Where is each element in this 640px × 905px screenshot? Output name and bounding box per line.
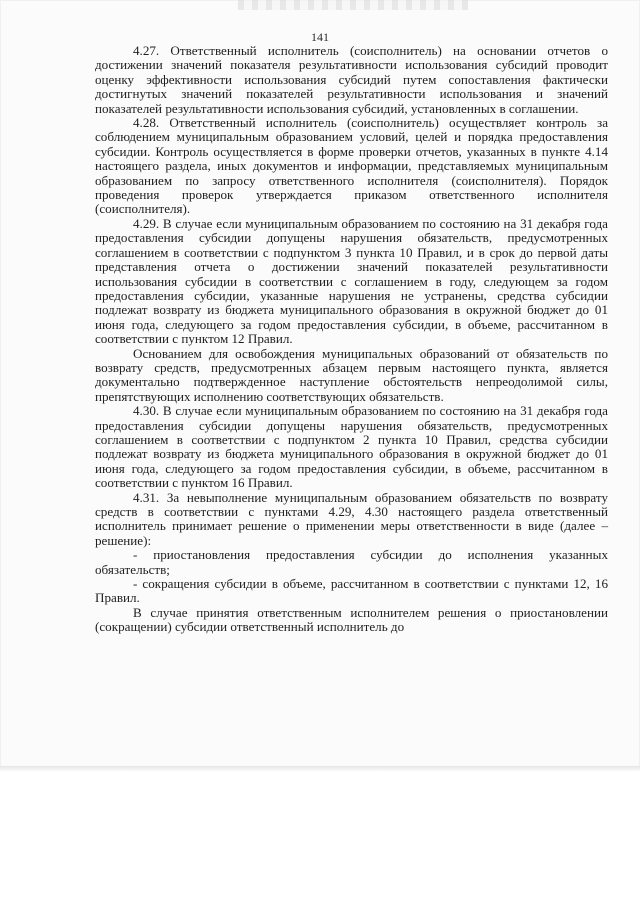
document-body (95, 44, 608, 635)
paragraph-4-31: 4.31. За невыполнение муниципальным образованием обязательств по возврату средств в соответствии с пунктами 4.29, 4.30 настоящего раздела ответственный исполнитель принимает решение о применении меры ответственности в виде (далее – решение): (95, 489, 608, 548)
paragraph-4-29: 4.29. В случае если муниципальным образованием по состоянию на 31 декабря года предоставления субсидии допущены нарушения обязательств, предусмотренных соглашением в соответствии с подпунктом 3 пункта 10 Правил, и в срок до первой даты представления отчета о достижении значений показателей результативности использования субсидии в соответствии с соглашением в году, следующем за годом предоставления субсидии, указанные нарушения не устранены, средства субсидии подлежат возврату из бюджета муниципального образования в окружной бюджет до 01 июня года, следующего за годом предоставления субсидии, в объеме, рассчитанном в соответствии с пунктом 12 Правил. (95, 215, 608, 347)
list-item-reduction: - сокращения субсидии в объеме, рассчитанном в соответствии с пунктами 12, 16 Правил. (95, 576, 608, 606)
paragraph-4-27: 4.27. Ответственный исполнитель (соисполнитель) на основании отчетов о достижении значений показателя результативности использования субсидий проводит оценку эффективности использования субсидий путем сопоставления фактически достигнутых значений показателей результативности использования и значений показателей результативности использования субсидий, установленных в соглашении. (95, 43, 608, 116)
list-item-suspension: - приостановления предоставления субсидии до исполнения указанных обязательств; (95, 547, 608, 577)
paragraph-decision: В случае принятия ответственным исполнителем решения о приостановлении (сокращении) субсидии ответственный исполнитель до (95, 604, 608, 635)
scan-artifact (238, 0, 468, 10)
paragraph-4-30: 4.30. В случае если муниципальным образованием по состоянию на 31 декабря года предоставления субсидии допущены нарушения обязательств, предусмотренных соглашением в соответствии с подпунктом 2 пункта 10 Правил, средства субсидии подлежат возврату из бюджета муниципального образования в окружной бюджет до 01 июня года, следующего за годом предоставления субсидии, в объеме, рассчитанном в соответствии с пунктом 16 Правил. (95, 403, 608, 491)
paragraph-4-29-basis: Основанием для освобождения муниципальных образований от обязательств по возврату средств, предусмотренных абзацем первым настоящего пункта, является документально подтвержденное наступление обстоятельств непреодолимой силы, препятствующих исполнению соответствующих обязательств. (95, 345, 608, 404)
paragraph-4-28: 4.28. Ответственный исполнитель (соисполнитель) осуществляет контроль за соблюдением муниципальным образованием условий, целей и порядка предоставления субсидии. Контроль осуществляется в форме проверки отчетов, указанных в пункте 4.14 настоящего раздела, иных документов и информации, представляемых муниципальным образованием по запросу ответственного исполнителя (соисполнителя). Порядок проведения проверок утверждается приказом ответственного исполнителя (соисполнителя). (95, 115, 608, 217)
sheet-edge-shadow (0, 766, 640, 772)
page-number: 141 (311, 30, 329, 44)
